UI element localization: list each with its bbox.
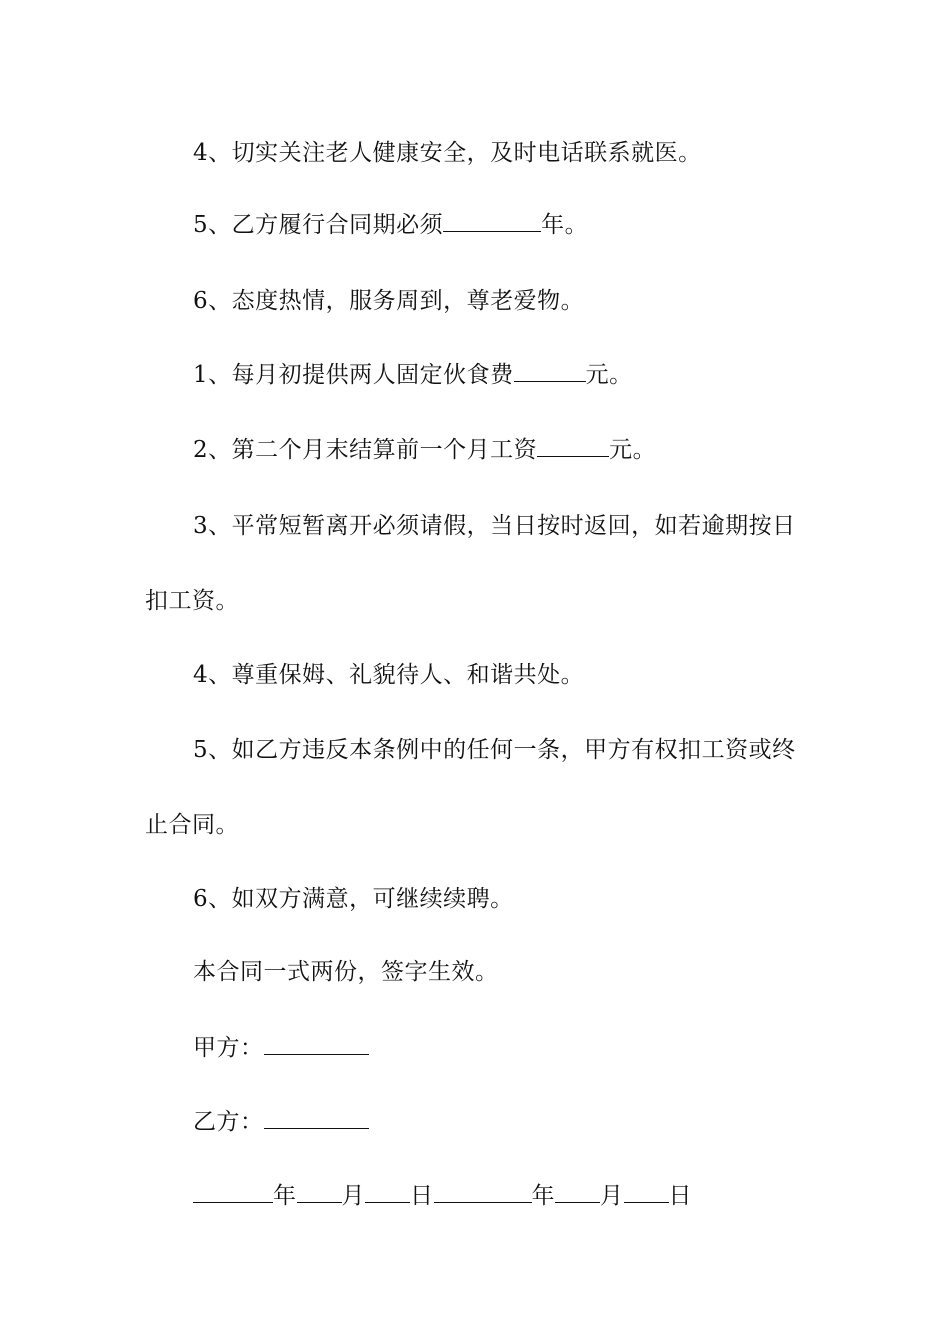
day-blank	[365, 1182, 410, 1203]
clause-line: 5、乙方履行合同期必须 年。	[193, 212, 589, 238]
party-b-label: 乙方：	[193, 1109, 264, 1135]
blank-field	[537, 436, 609, 457]
clause-line: 3、平常短暂离开必须请假，当日按时返回，如若逾期按日	[193, 513, 796, 539]
clause-line: 1、每月初提供两人固定伙食费 元。	[193, 362, 633, 388]
party-b-signature	[193, 1107, 369, 1137]
clause-line: 本合同一式两份，签字生效。	[193, 959, 499, 985]
party-a-signature	[193, 1033, 369, 1063]
clause-line: 扣工资。	[145, 588, 239, 614]
party-a-label: 甲方：	[193, 1035, 264, 1061]
party-b-blank	[264, 1108, 369, 1129]
day-blank	[624, 1182, 669, 1203]
date-line: 年 月 日 年 月 日	[193, 1181, 692, 1211]
blank-field	[514, 361, 586, 382]
month-blank	[555, 1182, 600, 1203]
clause-line: 4、尊重保姆、礼貌待人、和谐共处。	[193, 662, 585, 688]
month-blank	[297, 1182, 342, 1203]
year-blank	[434, 1182, 532, 1203]
party-a-blank	[264, 1034, 369, 1055]
year-blank	[193, 1182, 273, 1203]
clause-line: 2、第二个月末结算前一个月工资 元。	[193, 437, 657, 463]
clause-line: 止合同。	[145, 812, 239, 838]
blank-field	[443, 211, 541, 232]
clause-line: 6、如双方满意，可继续续聘。	[193, 886, 514, 912]
clause-line: 5、如乙方违反本条例中的任何一条，甲方有权扣工资或终	[193, 737, 796, 763]
clause-line: 4、切实关注老人健康安全，及时电话联系就医。	[193, 140, 702, 166]
clause-line: 6、态度热情，服务周到，尊老爱物。	[193, 288, 585, 314]
